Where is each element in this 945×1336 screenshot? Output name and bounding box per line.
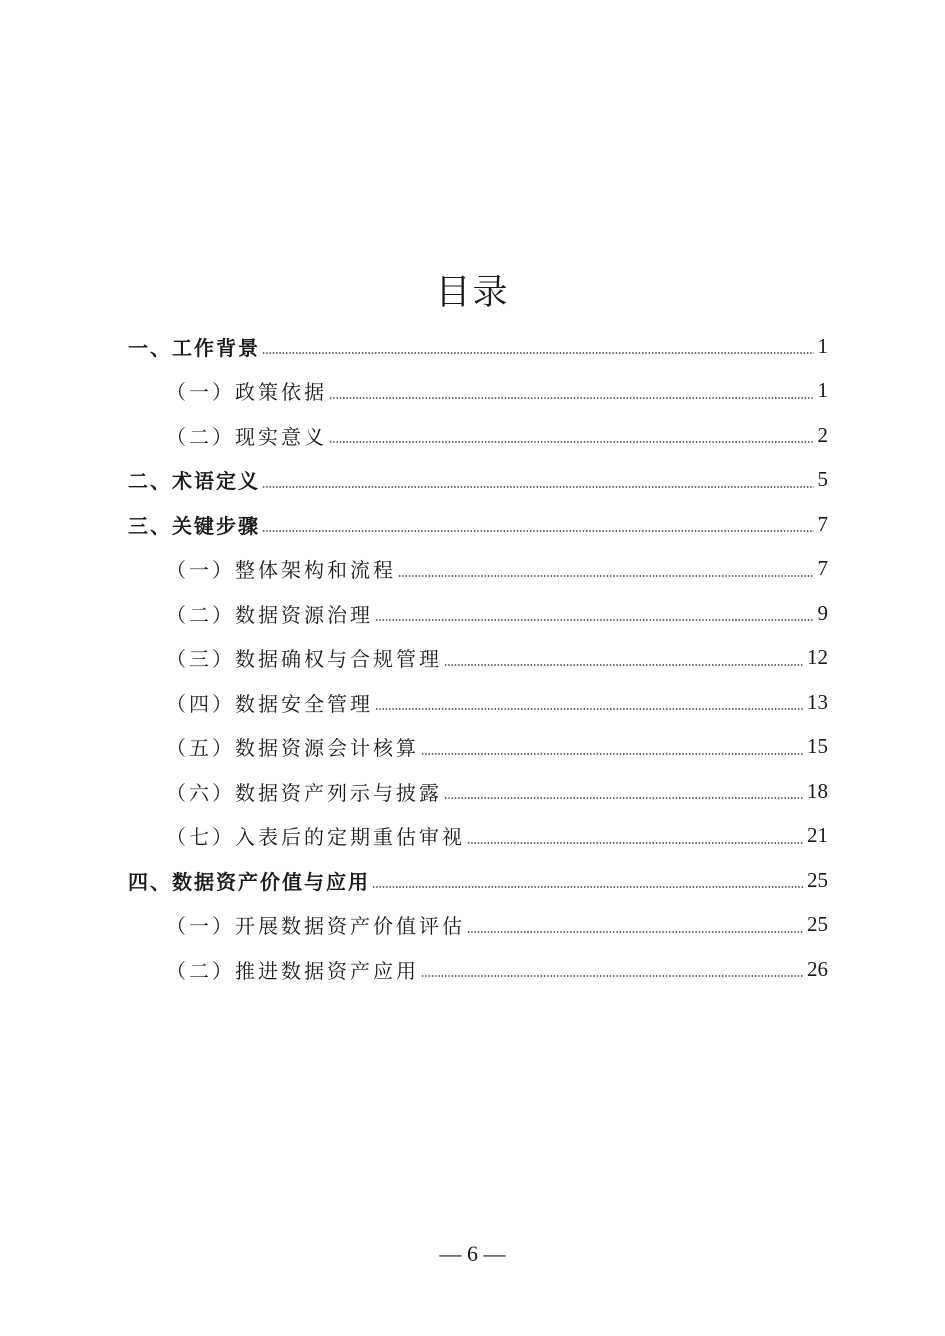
page-title: 目录 xyxy=(435,273,510,314)
toc-entry-label: （一）政策依据 xyxy=(166,380,327,405)
toc-entry-page: 13 xyxy=(807,689,828,714)
dot-leader xyxy=(444,797,803,799)
toc-entry-label: （三）数据确权与合规管理 xyxy=(166,647,442,672)
toc-entry-label: 四、数据资产价值与应用 xyxy=(128,869,370,894)
page-number: — 6 — xyxy=(439,1241,506,1266)
toc-entry-page: 9 xyxy=(817,600,828,625)
toc-entry-label: （二）推进数据资产应用 xyxy=(166,958,419,983)
toc-entry-page: 18 xyxy=(807,778,828,803)
toc-entry-label: （六）数据资产列示与披露 xyxy=(166,780,442,805)
toc-entry-label: （二）现实意义 xyxy=(166,424,327,449)
toc-entry[interactable] xyxy=(128,858,828,903)
dot-leader xyxy=(375,708,803,710)
toc-entry[interactable] xyxy=(128,413,828,458)
toc-entry-page: 1 xyxy=(817,333,828,358)
dot-leader xyxy=(329,441,814,443)
dot-leader xyxy=(262,530,814,532)
toc-entry-page: 25 xyxy=(807,867,828,892)
dot-leader xyxy=(262,352,814,354)
toc-entry-page: 7 xyxy=(817,556,828,581)
toc-entry-page: 25 xyxy=(807,912,828,937)
toc-entry[interactable] xyxy=(128,814,828,859)
toc-entry[interactable] xyxy=(128,369,828,414)
toc-entry[interactable] xyxy=(128,680,828,725)
toc-entry[interactable] xyxy=(128,324,828,369)
dot-leader xyxy=(467,931,803,933)
toc-entry-label: 三、关键步骤 xyxy=(128,513,260,538)
toc-entry-page: 1 xyxy=(817,378,828,403)
toc-entry-page: 21 xyxy=(807,823,828,848)
toc-entry-label: （四）数据安全管理 xyxy=(166,691,373,716)
dot-leader xyxy=(375,619,814,621)
toc-entry-label: 二、术语定义 xyxy=(128,469,260,494)
toc-entry-page: 26 xyxy=(807,956,828,981)
dot-leader xyxy=(421,975,803,977)
toc-entry-label: （七）入表后的定期重估审视 xyxy=(166,825,465,850)
toc-entry[interactable] xyxy=(128,947,828,992)
toc-entry[interactable] xyxy=(128,725,828,770)
toc-entry[interactable] xyxy=(128,502,828,547)
toc-entry-label: 一、工作背景 xyxy=(128,335,260,360)
toc-entry-label: （五）数据资源会计核算 xyxy=(166,736,419,761)
dot-leader xyxy=(329,397,814,399)
toc-entry-page: 2 xyxy=(817,422,828,447)
dot-leader xyxy=(262,486,814,488)
toc-entry-page: 12 xyxy=(807,645,828,670)
toc-entry-page: 7 xyxy=(817,511,828,536)
toc-entry[interactable] xyxy=(128,903,828,948)
toc-entry[interactable] xyxy=(128,636,828,681)
toc-entry-label: （二）数据资源治理 xyxy=(166,602,373,627)
toc-entry-label: （一）开展数据资产价值评估 xyxy=(166,914,465,939)
dot-leader xyxy=(398,575,814,577)
toc-entry-page: 15 xyxy=(807,734,828,759)
dot-leader xyxy=(372,886,803,888)
toc-entry-label: （一）整体架构和流程 xyxy=(166,558,396,583)
toc-entry[interactable] xyxy=(128,458,828,503)
table-of-contents xyxy=(128,324,828,992)
dot-leader xyxy=(467,842,803,844)
dot-leader xyxy=(421,753,803,755)
toc-entry-page: 5 xyxy=(817,467,828,492)
toc-entry[interactable] xyxy=(128,769,828,814)
dot-leader xyxy=(444,664,803,666)
toc-entry[interactable] xyxy=(128,547,828,592)
toc-entry[interactable] xyxy=(128,591,828,636)
